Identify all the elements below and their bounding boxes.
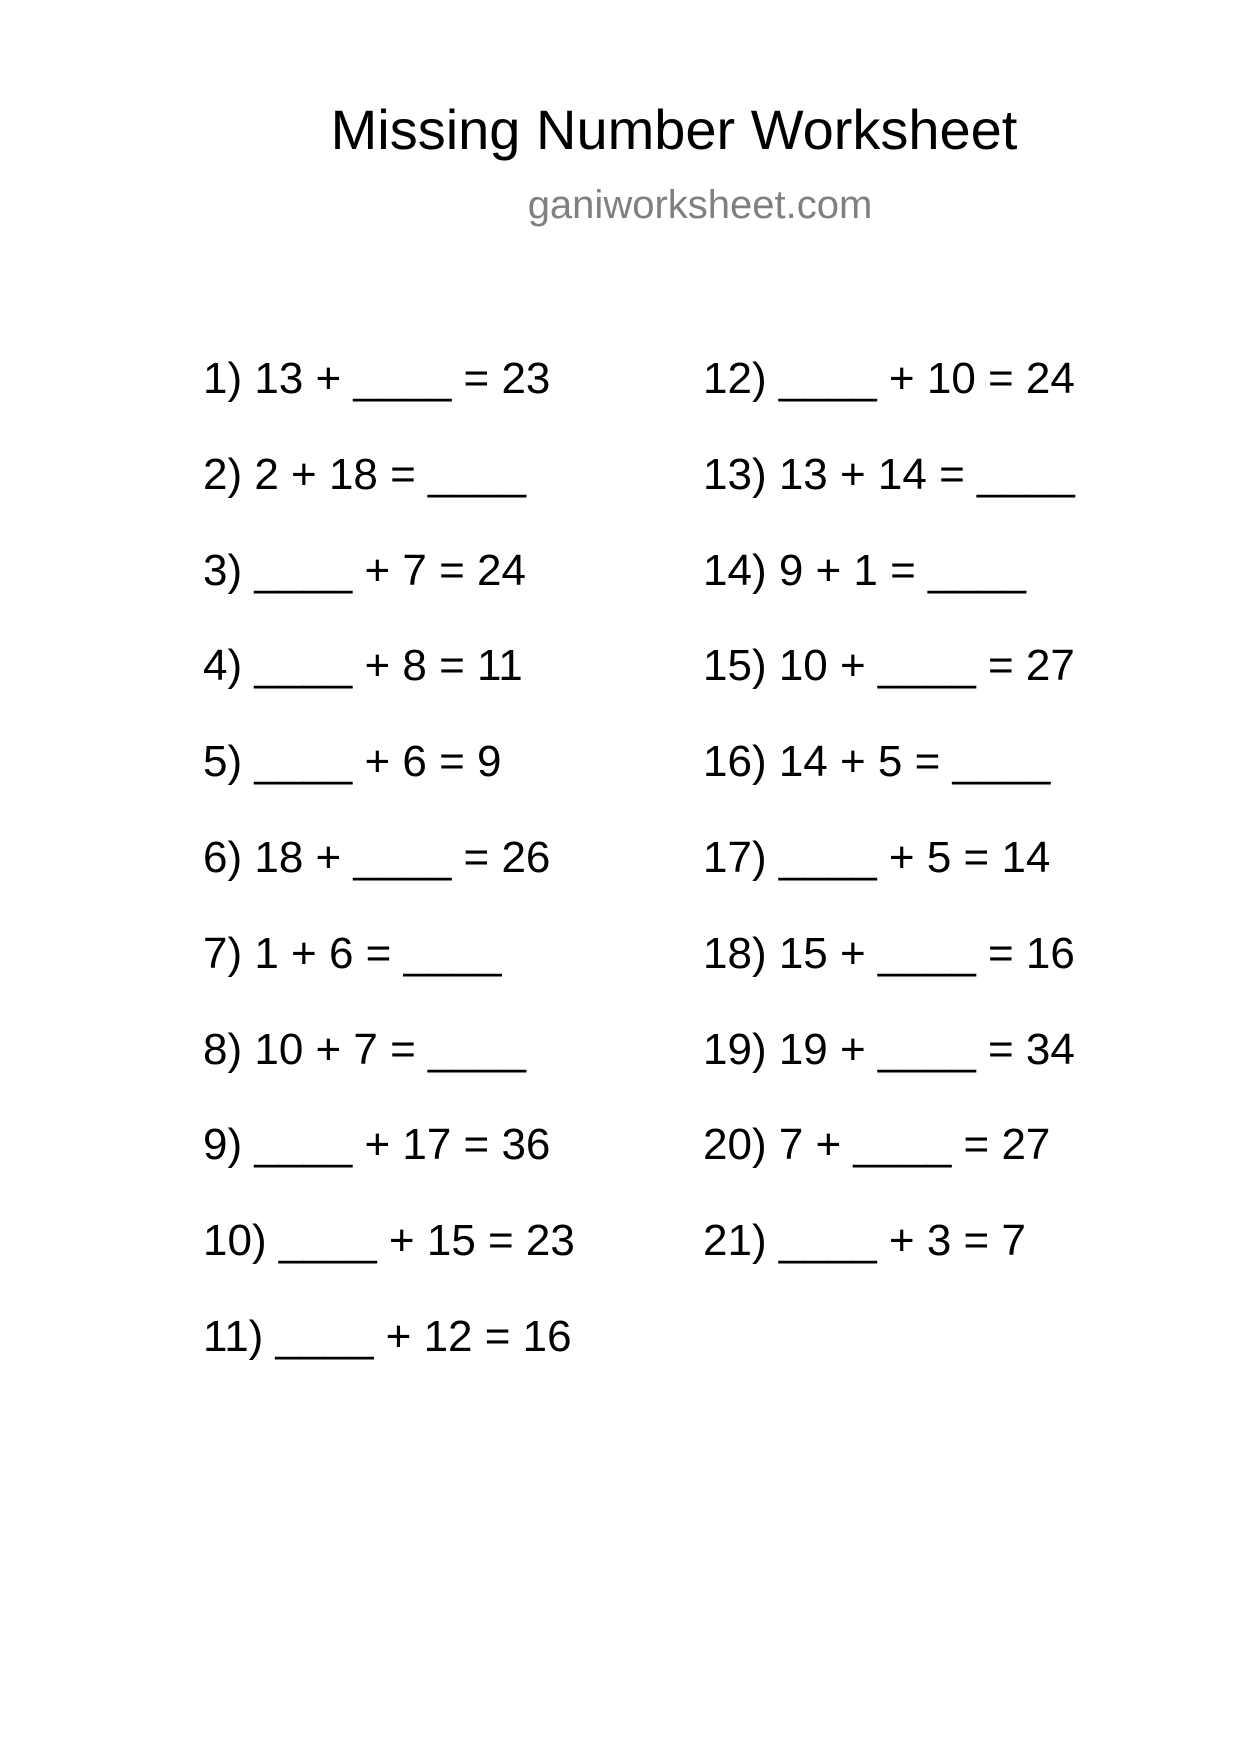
website-subtitle: ganiworksheet.com xyxy=(527,183,873,227)
problem-7: 7) 1 + 6 = ____ xyxy=(203,928,502,978)
problem-2: 2) 2 + 18 = ____ xyxy=(203,449,526,499)
problem-15: 15) 10 + ____ = 27 xyxy=(703,641,1075,691)
problem-20: 20) 7 + ____ = 27 xyxy=(703,1120,1051,1170)
problem-10: 10) ____ + 15 = 23 xyxy=(203,1216,575,1266)
problem-3: 3) ____ + 7 = 24 xyxy=(203,545,526,595)
problem-6: 6) 18 + ____ = 26 xyxy=(203,832,551,882)
problem-19: 19) 19 + ____ = 34 xyxy=(703,1024,1075,1074)
problem-13: 13) 13 + 14 = ____ xyxy=(703,449,1075,499)
worksheet-title: Missing Number Worksheet xyxy=(330,98,1018,161)
problem-12: 12) ____ + 10 = 24 xyxy=(703,354,1075,403)
problem-16: 16) 14 + 5 = ____ xyxy=(703,737,1051,787)
problems-left-column xyxy=(203,354,575,1408)
problem-5: 5) ____ + 6 = 9 xyxy=(203,737,502,787)
problem-1: 1) 13 + ____ = 23 xyxy=(203,354,551,403)
problem-4: 4) ____ + 8 = 11 xyxy=(203,641,523,691)
problem-17: 17) ____ + 5 = 14 xyxy=(703,832,1051,882)
problems-right-column xyxy=(703,354,1075,1312)
problem-18: 18) 15 + ____ = 16 xyxy=(703,928,1075,978)
problem-21: 21) ____ + 3 = 7 xyxy=(703,1216,1026,1266)
problem-11: 11) ____ + 12 = 16 xyxy=(203,1311,572,1361)
problem-9: 9) ____ + 17 = 36 xyxy=(203,1120,551,1170)
problem-14: 14) 9 + 1 = ____ xyxy=(703,545,1026,595)
problem-8: 8) 10 + 7 = ____ xyxy=(203,1024,526,1074)
